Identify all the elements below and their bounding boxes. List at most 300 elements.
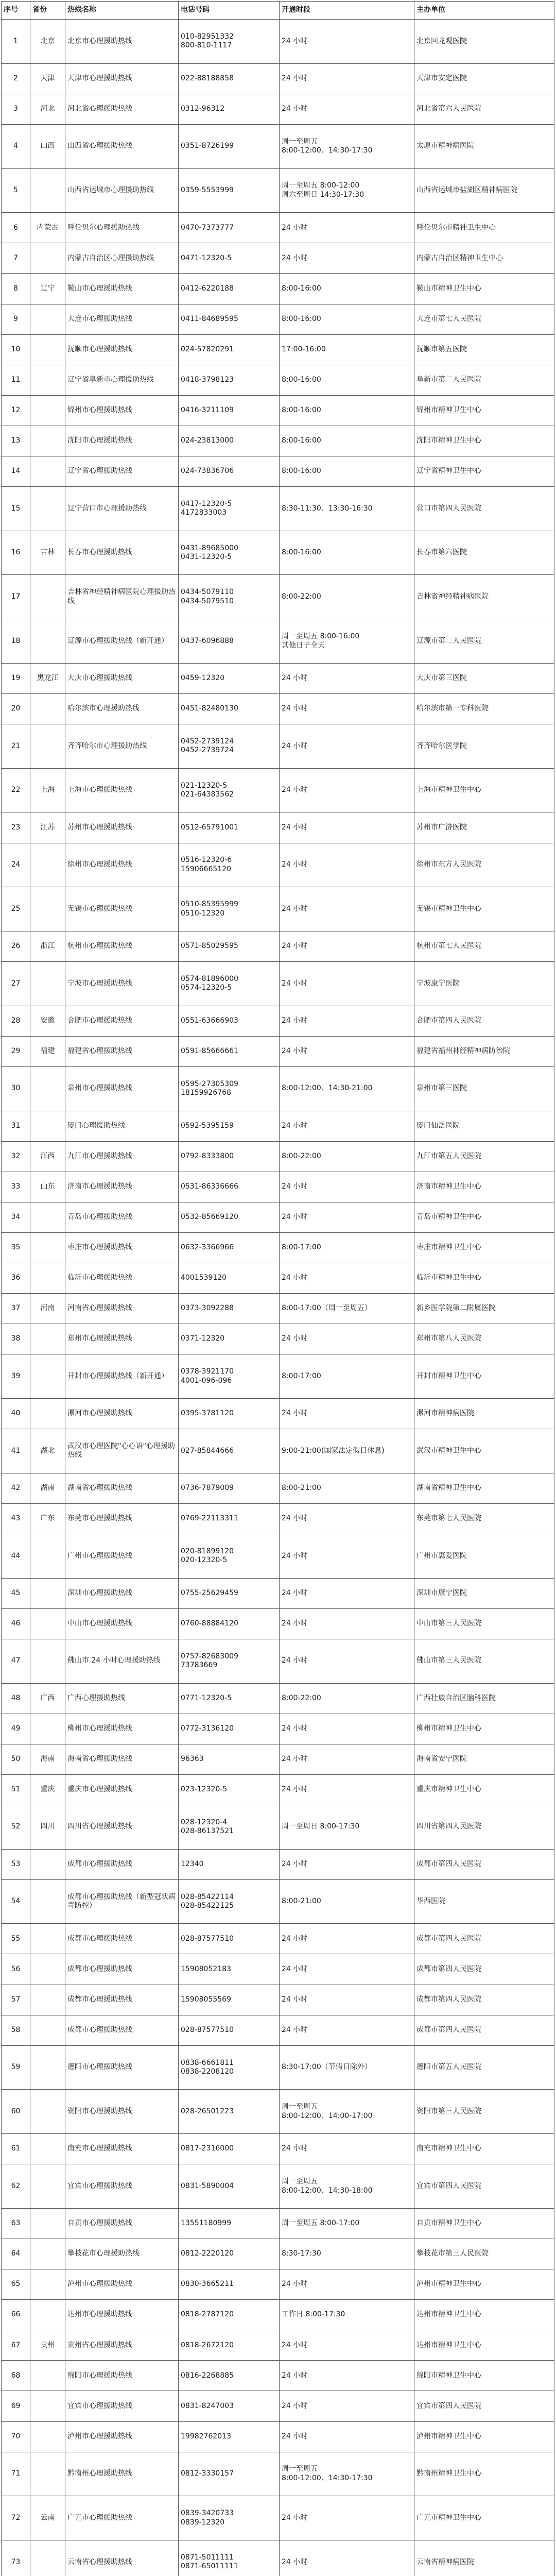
table-body xyxy=(2,20,554,2576)
cell-hotline-name-text: 柳州市心理援助热线 xyxy=(67,1724,132,1733)
cell-phone-text: 028-87577510 xyxy=(181,1934,234,1943)
cell-hours xyxy=(280,1503,414,1534)
cell-hours-text: 9:00-21:00(国家法定假日休息) xyxy=(282,1446,385,1455)
cell-organizer-text: 呼伦贝尔市精神卫生中心 xyxy=(416,223,496,232)
cell-province-text: 河北 xyxy=(40,105,55,113)
table-row xyxy=(2,2496,554,2540)
table-row xyxy=(2,1036,554,1066)
cell-province xyxy=(30,1172,65,1202)
cell-no-text: 23 xyxy=(11,823,21,832)
cell-province xyxy=(30,887,65,931)
cell-phone xyxy=(179,843,280,887)
cell-organizer xyxy=(414,1263,554,1294)
cell-hotline-name xyxy=(65,1066,179,1111)
cell-organizer xyxy=(414,274,554,304)
cell-phone xyxy=(179,1202,280,1232)
cell-organizer xyxy=(414,531,554,575)
cell-province xyxy=(30,1111,65,1141)
cell-organizer xyxy=(414,124,554,168)
cell-hotline-name xyxy=(65,1744,179,1774)
cell-organizer xyxy=(414,619,554,664)
cell-province xyxy=(30,1714,65,1744)
cell-hotline-name xyxy=(65,1683,179,1714)
cell-hotline-name xyxy=(65,274,179,304)
cell-phone xyxy=(179,1398,280,1429)
cell-hours-text: 工作日 8:00-17:30 xyxy=(282,2310,345,2319)
cell-organizer-text: 太原市精神病医院 xyxy=(416,142,474,150)
cell-organizer xyxy=(414,1683,554,1714)
cell-hotline-name-text: 绵阳市心理援助热线 xyxy=(67,2371,132,2380)
cell-hotline-name-text: 沈阳市心理援助热线 xyxy=(67,436,132,445)
cell-hotline-name-text: 佛山市 24 小时心理援助热线 xyxy=(67,1656,161,1665)
cell-hours xyxy=(280,2421,414,2452)
cell-province-text: 河南 xyxy=(40,1304,55,1313)
cell-organizer xyxy=(414,2045,554,2090)
cell-province xyxy=(30,365,65,395)
cell-no-text: 40 xyxy=(11,1409,21,1418)
cell-phone-text: 0771-12320-5 xyxy=(181,1693,232,1702)
cell-hotline-name-text: 成都市心理援助热线 xyxy=(67,1859,132,1868)
cell-no-text: 62 xyxy=(11,2181,21,2190)
cell-hotline-name-text: 辽源市心理援助热线（新开通） xyxy=(67,636,168,645)
cell-province-text: 山东 xyxy=(40,1182,55,1191)
cell-no xyxy=(2,1639,30,1683)
table-row xyxy=(2,1111,554,1141)
cell-province xyxy=(30,1232,65,1263)
cell-organizer-text: 枣庄市精神卫生中心 xyxy=(416,1243,481,1252)
cell-province xyxy=(30,124,65,168)
cell-phone-text: 0510-12320 xyxy=(181,909,225,918)
cell-organizer-text: 徐州市东方人民医院 xyxy=(416,860,481,869)
cell-phone-text: 023-12320-5 xyxy=(181,1785,228,1794)
table-row xyxy=(2,365,554,395)
cell-phone xyxy=(179,2300,280,2330)
cell-hours xyxy=(280,1429,414,1473)
cell-phone-text: 0412-6220188 xyxy=(181,284,234,293)
cell-hotline-name xyxy=(65,2045,179,2090)
cell-hours-text: 周一至周五 8:00-16:00 xyxy=(282,632,360,640)
cell-hours xyxy=(280,1985,414,2015)
cell-hours xyxy=(280,426,414,456)
cell-hotline-name xyxy=(65,1473,179,1503)
cell-no xyxy=(2,2391,30,2421)
cell-hours-text: 8:00-16:00 xyxy=(282,548,321,557)
cell-no xyxy=(2,2452,30,2496)
cell-hotline-name xyxy=(65,2208,179,2239)
cell-hotline-name-text: 开封市心理援助热线（新开通） xyxy=(67,1371,168,1380)
cell-no-text: 25 xyxy=(11,904,21,913)
table-row xyxy=(2,1503,554,1534)
cell-hours xyxy=(280,2208,414,2239)
cell-no xyxy=(2,1774,30,1805)
cell-hotline-name-text: 达州市心理援助热线 xyxy=(67,2310,132,2319)
cell-no xyxy=(2,1954,30,1985)
cell-phone xyxy=(179,812,280,843)
cell-phone-text: 800-810-1117 xyxy=(181,41,232,50)
cell-hotline-name-text: 泉州市心理援助热线 xyxy=(67,1084,132,1093)
cell-organizer-text: 柳州市精神卫生中心 xyxy=(416,1724,481,1733)
cell-phone-text: 0351-8726199 xyxy=(181,142,234,150)
cell-no xyxy=(2,663,30,693)
cell-province xyxy=(30,2540,65,2576)
table-row xyxy=(2,2421,554,2452)
cell-hotline-name-text: 北京市心理援助热线 xyxy=(67,37,132,45)
cell-phone-text: 0512-65791001 xyxy=(181,823,238,832)
table-row xyxy=(2,168,554,213)
cell-hours-text: 8:00-16:00 xyxy=(282,436,321,445)
cell-hours-text: 8:00-17:00（周一至周五） xyxy=(282,1304,372,1313)
cell-organizer-text: 佛山市第三人民医院 xyxy=(416,1656,481,1665)
cell-phone xyxy=(179,931,280,961)
cell-no xyxy=(2,2496,30,2540)
cell-no xyxy=(2,693,30,724)
cell-hours xyxy=(280,1294,414,1324)
cell-phone-text: 0812-3330157 xyxy=(181,2469,234,2478)
cell-hours-text: 其他日子全天 xyxy=(282,641,325,650)
cell-phone xyxy=(179,1639,280,1683)
table-row xyxy=(2,2239,554,2269)
cell-phone xyxy=(179,1066,280,1111)
table-row xyxy=(2,531,554,575)
cell-hotline-name-text: 山西省心理援助热线 xyxy=(67,142,132,150)
cell-province xyxy=(30,1985,65,2015)
table-row xyxy=(2,1294,554,1324)
cell-province xyxy=(30,2164,65,2209)
table-row xyxy=(2,1006,554,1036)
cell-hours xyxy=(280,961,414,1006)
cell-hours-text: 24 小时 xyxy=(282,1213,308,1222)
cell-hotline-name xyxy=(65,2269,179,2300)
cell-no xyxy=(2,1578,30,1608)
cell-province xyxy=(30,243,65,274)
cell-hotline-name xyxy=(65,1354,179,1399)
cell-hotline-name xyxy=(65,1985,179,2015)
cell-no-text: 55 xyxy=(11,1934,21,1943)
cell-organizer xyxy=(414,2015,554,2045)
cell-organizer-text: 福建省福州神经精神病防治院 xyxy=(416,1047,510,1056)
cell-phone-text: 0451-82480130 xyxy=(181,704,238,713)
cell-phone-text: 024-23813000 xyxy=(181,436,234,445)
cell-no-text: 30 xyxy=(11,1084,21,1093)
cell-phone-text: 0418-3798123 xyxy=(181,376,234,384)
table-row xyxy=(2,1473,554,1503)
cell-hours xyxy=(280,1202,414,1232)
table-row xyxy=(2,2300,554,2330)
cell-organizer xyxy=(414,1202,554,1232)
cell-no xyxy=(2,1473,30,1503)
cell-hotline-name-text: 苏州市心理援助热线 xyxy=(67,823,132,832)
cell-hotline-name-text: 自贡市心理援助热线 xyxy=(67,2219,132,2228)
cell-phone-text: 0591-85666661 xyxy=(181,1047,238,1056)
cell-province xyxy=(30,843,65,887)
cell-hotline-name xyxy=(65,63,179,94)
cell-province-text: 安徽 xyxy=(40,1016,55,1025)
cell-organizer-text: 厦门仙岳医院 xyxy=(416,1121,460,1130)
cell-hotline-name xyxy=(65,2015,179,2045)
header-hotline-name: 热线名称 xyxy=(65,2,179,20)
cell-hours xyxy=(280,124,414,168)
cell-organizer-text: 宁波康宁医院 xyxy=(416,979,460,988)
cell-hotline-name-text: 哈尔滨市心理援助热线 xyxy=(67,704,140,713)
cell-hotline-name xyxy=(65,1111,179,1141)
cell-phone xyxy=(179,2452,280,2496)
cell-province xyxy=(30,2300,65,2330)
cell-hotline-name-text: 漯河市心理援助热线 xyxy=(67,1409,132,1418)
cell-phone-text: 0816-2268885 xyxy=(181,2371,234,2380)
cell-province-text: 天津 xyxy=(40,74,55,82)
cell-hours-text: 24 小时 xyxy=(282,741,308,750)
cell-no-text: 60 xyxy=(11,2107,21,2115)
cell-no-text: 54 xyxy=(11,1897,21,1906)
cell-hours-text: 8:00-22:00 xyxy=(282,1151,321,1160)
cell-province xyxy=(30,168,65,213)
cell-organizer-text: 华西医院 xyxy=(416,1897,445,1906)
cell-hours-text: 24 小时 xyxy=(282,823,308,832)
cell-phone xyxy=(179,961,280,1006)
cell-province-text: 内蒙古 xyxy=(37,223,59,232)
cell-hotline-name xyxy=(65,168,179,213)
cell-organizer xyxy=(414,1111,554,1141)
cell-phone xyxy=(179,619,280,664)
cell-phone xyxy=(179,663,280,693)
cell-phone-text: 0595-27305309 xyxy=(181,1079,238,1088)
cell-phone xyxy=(179,94,280,124)
cell-phone-text: 0551-63666903 xyxy=(181,1016,238,1025)
cell-organizer-text: 武汉市精神卫生中心 xyxy=(416,1446,481,1455)
cell-no-text: 27 xyxy=(11,979,21,988)
cell-phone-text: 4001-096-096 xyxy=(181,1376,232,1385)
cell-phone xyxy=(179,1849,280,1879)
cell-hours-text: 24 小时 xyxy=(282,1724,308,1733)
cell-phone xyxy=(179,20,280,64)
cell-hotline-name-text: 河北省心理援助热线 xyxy=(67,105,132,113)
cell-hours-text: 24 小时 xyxy=(282,223,308,232)
cell-hours-text: 24 小时 xyxy=(282,1047,308,1056)
cell-hours-text: 24 小时 xyxy=(282,1334,308,1343)
cell-phone-text: 0411-84689595 xyxy=(181,314,238,323)
table-row xyxy=(2,2361,554,2391)
cell-no-text: 14 xyxy=(11,467,21,476)
cell-organizer-text: 郑州市第八人民医院 xyxy=(416,1334,481,1343)
cell-hours-text: 8:00-12:00、14:30-21:00 xyxy=(282,1084,373,1093)
table-row xyxy=(2,575,554,619)
cell-phone xyxy=(179,1172,280,1202)
cell-hours xyxy=(280,1111,414,1141)
cell-no xyxy=(2,1608,30,1639)
cell-hotline-name-text: 资阳市心理援助热线 xyxy=(67,2107,132,2115)
cell-hotline-name xyxy=(65,2421,179,2452)
cell-phone-text: 4172833003 xyxy=(181,509,227,517)
cell-phone-text: 024-73836706 xyxy=(181,467,234,476)
header-organizer: 主办单位 xyxy=(414,2,554,20)
cell-hours xyxy=(280,931,414,961)
cell-organizer-text: 四川省第四人民医院 xyxy=(416,1822,481,1831)
cell-organizer xyxy=(414,1232,554,1263)
cell-province xyxy=(30,274,65,304)
cell-organizer xyxy=(414,1354,554,1399)
cell-hotline-name xyxy=(65,2452,179,2496)
cell-hotline-name-text: 上海市心理援助热线 xyxy=(67,786,132,794)
cell-phone-text: 0757-82683009 xyxy=(181,1652,238,1660)
cell-hours xyxy=(280,1473,414,1503)
cell-no xyxy=(2,1111,30,1141)
cell-no xyxy=(2,2015,30,2045)
cell-organizer xyxy=(414,1172,554,1202)
cell-phone-text: 0378-3921170 xyxy=(181,1367,234,1376)
cell-phone xyxy=(179,2269,280,2300)
cell-phone-text: 0417-12320-5 xyxy=(181,499,232,508)
cell-organizer xyxy=(414,456,554,487)
cell-no xyxy=(2,843,30,887)
cell-no-text: 28 xyxy=(11,1016,21,1025)
cell-organizer-text: 成都市第四人民医院 xyxy=(416,1859,481,1868)
cell-phone xyxy=(179,724,280,769)
cell-hours-text: 24 小时 xyxy=(282,704,308,713)
cell-phone-text: 0532-85669120 xyxy=(181,1213,238,1222)
table-row xyxy=(2,843,554,887)
cell-hours xyxy=(280,693,414,724)
cell-hours-text: 24 小时 xyxy=(282,1964,308,1973)
cell-hours-text: 24 小时 xyxy=(282,1588,308,1597)
cell-phone-text: 028-85422125 xyxy=(181,1902,234,1910)
cell-phone-text: 19982762013 xyxy=(181,2432,231,2441)
cell-hotline-name xyxy=(65,1879,179,1924)
cell-hours-text: 24 小时 xyxy=(282,1274,308,1282)
cell-phone xyxy=(179,304,280,334)
cell-phone xyxy=(179,2015,280,2045)
cell-province xyxy=(30,1954,65,1985)
cell-phone xyxy=(179,2330,280,2361)
cell-no-text: 38 xyxy=(11,1334,21,1343)
cell-no-text: 29 xyxy=(11,1047,21,1056)
cell-hours-text: 24 小时 xyxy=(282,904,308,913)
cell-no-text: 21 xyxy=(11,741,21,750)
cell-no xyxy=(2,1232,30,1263)
cell-hotline-name xyxy=(65,124,179,168)
cell-phone xyxy=(179,365,280,395)
cell-organizer xyxy=(414,365,554,395)
cell-no-text: 51 xyxy=(11,1785,21,1794)
cell-phone xyxy=(179,531,280,575)
cell-no xyxy=(2,1354,30,1399)
table-row xyxy=(2,887,554,931)
cell-organizer-text: 哈尔滨市第一专科医院 xyxy=(416,704,489,713)
table-row xyxy=(2,1202,554,1232)
cell-no-text: 9 xyxy=(13,314,18,323)
cell-hotline-name xyxy=(65,1503,179,1534)
cell-no-text: 18 xyxy=(11,636,21,645)
cell-hotline-name-text: 成都市心理援助热线 xyxy=(67,2025,132,2034)
table-row xyxy=(2,663,554,693)
cell-hotline-name-text: 宜宾市心理援助热线 xyxy=(67,2181,132,2190)
cell-phone-text: 0574-81896000 xyxy=(181,974,238,983)
cell-phone xyxy=(179,2090,280,2134)
cell-phone-text: 020-81899120 xyxy=(181,1547,234,1555)
cell-hotline-name xyxy=(65,531,179,575)
cell-no-text: 48 xyxy=(11,1693,21,1702)
cell-hours xyxy=(280,2361,414,2391)
cell-no-text: 4 xyxy=(13,142,18,150)
cell-no xyxy=(2,1534,30,1578)
cell-province xyxy=(30,487,65,531)
cell-hours xyxy=(280,1639,414,1683)
cell-hours xyxy=(280,2045,414,2090)
cell-no xyxy=(2,2269,30,2300)
cell-hotline-name-text: 重庆市心理援助热线 xyxy=(67,1785,132,1794)
cell-hotline-name-text: 郑州市心理援助热线 xyxy=(67,1334,132,1343)
cell-hours-text: 8:00-12:00、14:30-17:30 xyxy=(282,146,373,155)
cell-hotline-name xyxy=(65,961,179,1006)
cell-province xyxy=(30,1398,65,1429)
cell-province-text: 江苏 xyxy=(40,823,55,832)
cell-no-text: 73 xyxy=(11,2557,21,2566)
cell-hours-text: 24 小时 xyxy=(282,2557,308,2566)
table-row xyxy=(2,1714,554,1744)
cell-no xyxy=(2,1141,30,1172)
cell-hours-text: 24 小时 xyxy=(282,1859,308,1868)
cell-no xyxy=(2,1036,30,1066)
cell-province xyxy=(30,2361,65,2391)
cell-hours xyxy=(280,1066,414,1111)
cell-organizer-text: 抚顺市第五医院 xyxy=(416,345,467,353)
cell-no-text: 70 xyxy=(11,2432,21,2441)
cell-organizer-text: 成都市第四人民医院 xyxy=(416,2025,481,2034)
cell-phone-text: 0459-12320 xyxy=(181,674,225,683)
cell-phone xyxy=(179,1608,280,1639)
table-row xyxy=(2,2330,554,2361)
table-row xyxy=(2,931,554,961)
cell-organizer-text: 天津市安定医院 xyxy=(416,74,467,82)
cell-hotline-name xyxy=(65,1924,179,1954)
cell-organizer-text: 中山市第三人民医院 xyxy=(416,1619,481,1628)
cell-hotline-name-text: 辽宁营口市心理援助热线 xyxy=(67,504,147,513)
table-row xyxy=(2,2269,554,2300)
cell-hotline-name-text: 呼伦贝尔心理援助热线 xyxy=(67,223,140,232)
cell-organizer xyxy=(414,1954,554,1985)
cell-no-text: 22 xyxy=(11,786,21,794)
cell-no-text: 52 xyxy=(11,1822,21,1831)
cell-phone xyxy=(179,1534,280,1578)
table-row xyxy=(2,1805,554,1849)
cell-no-text: 33 xyxy=(11,1182,21,1191)
cell-hours xyxy=(280,2330,414,2361)
cell-organizer xyxy=(414,334,554,365)
cell-province-text: 吉林 xyxy=(40,548,55,557)
cell-phone-text: 0574-12320-5 xyxy=(181,984,232,992)
cell-phone xyxy=(179,2239,280,2269)
cell-province-text: 浙江 xyxy=(40,942,55,951)
cell-no xyxy=(2,1172,30,1202)
cell-hotline-name-text: 德阳市心理援助热线 xyxy=(67,2063,132,2072)
cell-phone xyxy=(179,1503,280,1534)
cell-phone-text: 020-12320-5 xyxy=(181,1556,228,1565)
cell-hotline-name xyxy=(65,213,179,243)
cell-phone xyxy=(179,1774,280,1805)
cell-phone-text: 0312-96312 xyxy=(181,105,225,113)
cell-hours xyxy=(280,243,414,274)
cell-no-text: 50 xyxy=(11,1754,21,1763)
cell-phone-text: 0760-88884120 xyxy=(181,1619,238,1628)
cell-organizer-text: 阜新市第二人民医院 xyxy=(416,376,481,384)
cell-organizer xyxy=(414,213,554,243)
cell-phone-text: 028-86137521 xyxy=(181,1827,234,1836)
table-row xyxy=(2,1232,554,1263)
cell-hotline-name xyxy=(65,768,179,812)
cell-hotline-name xyxy=(65,94,179,124)
cell-hours xyxy=(280,1879,414,1924)
cell-province xyxy=(30,1849,65,1879)
cell-phone-text: 0434-5079510 xyxy=(181,597,234,605)
